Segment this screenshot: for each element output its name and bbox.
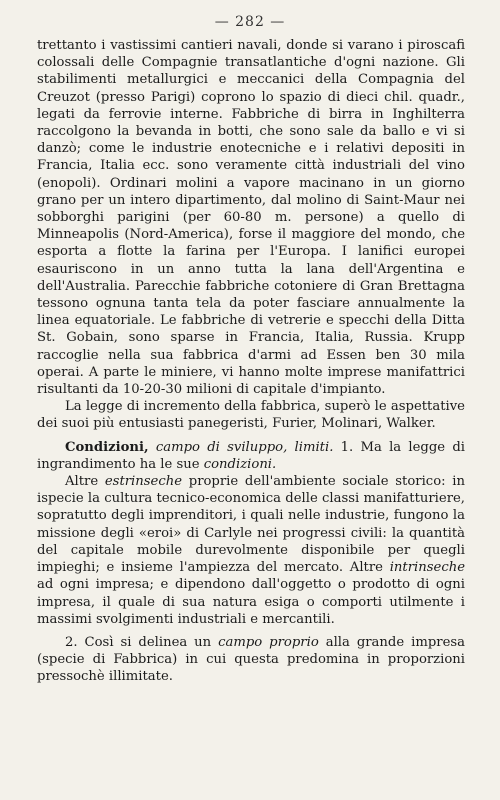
body-text — [37, 37, 465, 686]
paragraph-text: ad ogni impresa; e dipendono dall'oggetto o prodotto di ogni impresa, il quale di sua natura esiga o comporti utilmente i massimi svolgimenti industriali e mercantili. — [37, 577, 465, 627]
paragraph-text: 1. Ma la legge di ingrandimento ha le sue — [37, 439, 466, 472]
emphasis-text: campo di sviluppo, limiti. — [148, 439, 334, 455]
paragraph — [37, 634, 465, 686]
paragraph-text: proprie dell'ambiente sociale storico: in ispecie la cultura tecnico-economica delle classi manifatturiere, sopratutto degli imprenditori, i quali nelle industrie, fungono la missione degli «eroi» di Carlyle nei progressi civili: la quantità del capitale mobile durevolmente disponibile per quegli impieghi; e insieme l'ampiezza del mercato. Altre — [37, 474, 465, 576]
paragraph — [37, 37, 465, 398]
emphasis-text: campo proprio — [218, 634, 319, 650]
paragraph-text: Altre — [65, 474, 105, 490]
page-number: — 282 — — [214, 14, 286, 30]
emphasis-text: estrinseche — [104, 474, 183, 490]
emphasis-text: intrinseche — [389, 560, 465, 576]
paragraph — [37, 439, 465, 473]
paragraph-text: La legge di incremento della fabbrica, superò le aspettative dei suoi più entusiasti panegeristi, Furier, Molinari, Walker. — [37, 399, 465, 432]
paragraph-text: alla grande impresa (specie di Fabbrica) in cui questa predomina in proporzioni pressochè illimitate. — [37, 634, 466, 685]
paragraph — [37, 398, 465, 432]
section-heading: Condizioni, — [65, 439, 149, 455]
paragraph — [37, 473, 465, 628]
emphasis-text: condizioni. — [203, 456, 277, 472]
paragraph-text: 2. Così si delinea un — [65, 634, 219, 650]
paragraph-text: trettanto i vastissimi cantieri navali, donde si varano i piroscafi colossali delle Compagnie transatlantiche d'ogni nazione. Gli stabilimenti metallurgici e meccanici della Compagnia del Creuzot (presso Parigi) coprono lo spazio di dieci chil. quadr., legati da ferrovie interne. Fabbriche di birra in Inghilterra raccolgono la bevanda in botti, che sono sale da ballo e vi si danzò; come le industrie enotecniche e i relativi depositi in Francia, Italia ecc. sono veramente città industriali del vino (enopoli). Ordinari molini a vapore macinano in un giorno grano per un intero dipartimento, dal molino di Saint-Maur nei sobborghi parigini (per 60-80 m. persone) a quello di Minneapolis (Nord-America), forse il maggiore del mondo, che esporta a flotte la farina per l'Europa. I lanifici europei esauriscono in un anno tutta la lana dell'Argentina e dell'Australia. Parecchie fabbriche cotoniere di Gran Brettagna tessono ognuna tanta tela da poter fasciare annualmente la linea equatoriale. Le fabbriche di vetrerie e specchi della Ditta St. Gobain, sono sparse in Francia, Italia, Russia. Krupp raccoglie nella sua fabbrica d'armi ad Essen ben 30 mila operai. A parte le miniere, vi hanno molte imprese manifattrici risultanti da 10-20-30 milioni di capitale d'impianto. — [37, 38, 465, 398]
